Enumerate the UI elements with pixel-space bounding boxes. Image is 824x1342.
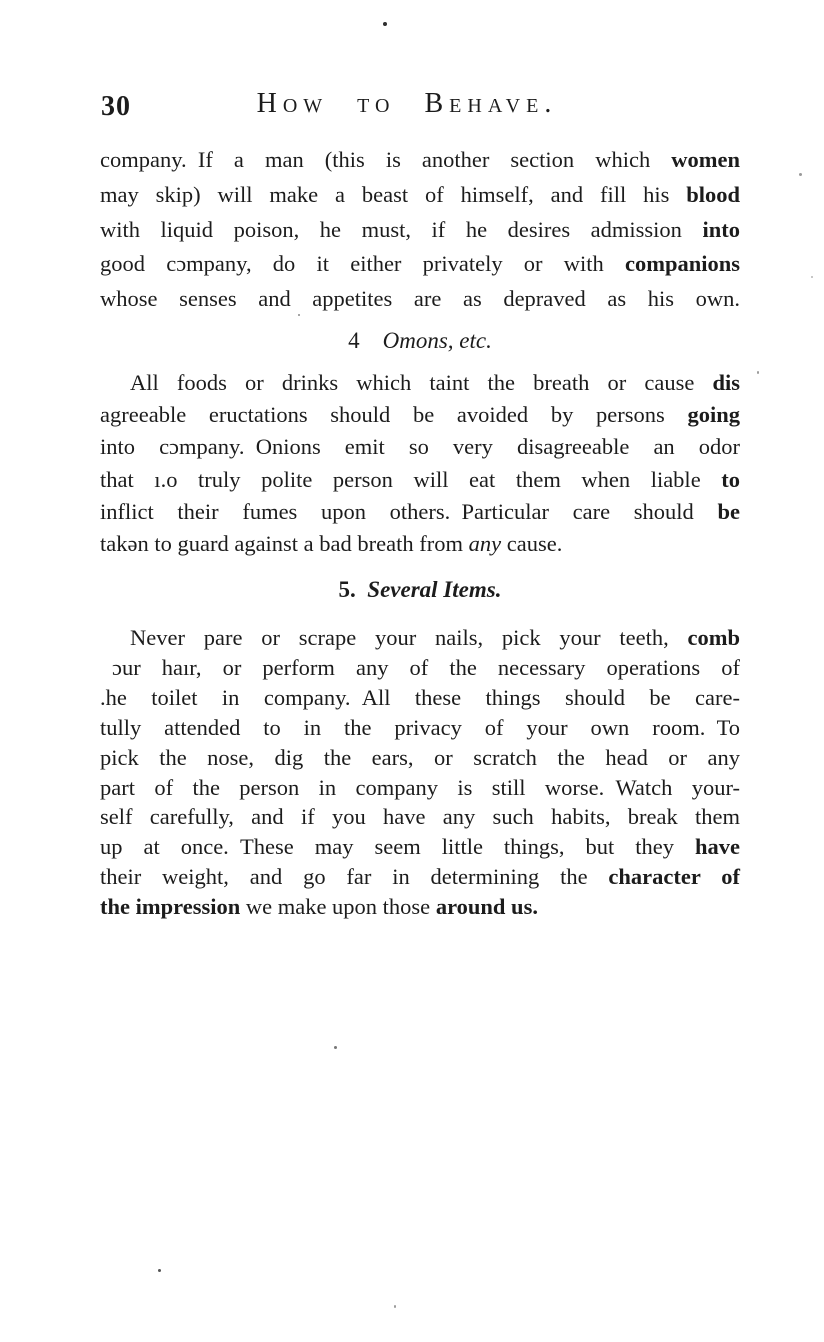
scan-speck [334, 1046, 337, 1049]
text-segment [360, 328, 383, 353]
text-line [100, 528, 740, 560]
text-line [100, 399, 740, 431]
text-line [100, 832, 740, 862]
text-segment: 4 [348, 328, 360, 353]
running-title: How to Behave. [256, 88, 558, 119]
text-segment: into cɔmpany. Onions emit so very disagreeable an odor [100, 434, 740, 460]
text-segment: character of [608, 864, 740, 890]
text-line [100, 862, 740, 892]
text-segment: inflict their fumes upon others. Particular care should [100, 498, 718, 524]
scan-speck [394, 1305, 396, 1308]
text-segment: cause. [501, 531, 563, 557]
text-line [100, 496, 740, 528]
text-segment: may skip) will make a beast of himself, and fill his [100, 181, 687, 207]
text-segment: the impression [100, 894, 246, 920]
text-line [100, 247, 740, 282]
text-line [100, 623, 740, 653]
text-line [100, 683, 740, 713]
text-segment: agreeable eructations should be avoided by persons [100, 402, 688, 428]
text-line [100, 653, 740, 683]
text-segment: that ı.o truly polite person will eat them when liable [100, 466, 722, 492]
text-segment: blood [686, 181, 740, 207]
text-segment: comb [687, 625, 740, 650]
text-segment: into [702, 216, 740, 242]
text-segment: 5. [338, 577, 356, 602]
text-segment [356, 577, 368, 602]
paragraph-several-items [100, 623, 740, 922]
text-line [100, 892, 740, 922]
text-line [100, 577, 740, 603]
text-segment: takən to guard against a bad breath from [100, 531, 469, 557]
text-segment: .he toilet in company. All these things should be care- [100, 684, 740, 710]
text-line [100, 773, 740, 803]
page-number: 30 [101, 91, 131, 122]
paragraph-company-continuation [100, 143, 740, 317]
text-line [100, 282, 740, 317]
text-segment: whose senses and appetites are as depraved as his own. [100, 286, 740, 312]
text-segment: Several Items. [367, 577, 502, 602]
section-heading-onions [100, 328, 740, 354]
text-line [100, 802, 740, 832]
text-segment: part of the person in company is still worse. Watch your- [100, 774, 740, 800]
text-line [100, 743, 740, 773]
text-segment: women [671, 147, 740, 172]
scan-speck [298, 314, 300, 316]
text-line [100, 464, 740, 496]
scan-speck [158, 1269, 161, 1272]
scan-speck [383, 22, 387, 26]
text-line [100, 143, 740, 178]
text-segment: be [717, 498, 740, 524]
text-segment: ɔur haır, or perform any of the necessary operations of [112, 654, 740, 680]
text-segment: dis [712, 370, 740, 395]
text-line [100, 713, 740, 743]
text-segment: with liquid poison, he must, if he desires admission [100, 216, 703, 242]
text-line [100, 213, 740, 248]
text-segment: company. If a man (this is another section which [100, 147, 672, 172]
text-segment: up at once. These may seem little things, but they [100, 834, 695, 860]
text-line [100, 178, 740, 213]
text-line [100, 431, 740, 463]
text-segment: Never pare or scrape your nails, pick your teeth, [130, 625, 688, 650]
section-heading-several-items [100, 577, 740, 603]
text-segment: around us. [435, 894, 538, 920]
text-segment: companions [624, 251, 740, 277]
text-segment: we make upon those [245, 894, 436, 920]
text-segment: have [695, 834, 740, 860]
text-line [100, 367, 740, 399]
scan-speck [757, 371, 759, 374]
text-segment: good cɔmpany, do it either privately or with [100, 251, 625, 277]
text-segment: their weight, and go far in determining the [100, 864, 609, 890]
text-segment: any [468, 531, 502, 557]
scan-speck [799, 173, 802, 176]
text-segment: All foods or drinks which taint the breath or cause [130, 370, 713, 395]
text-segment: to [721, 466, 740, 492]
scan-speck [811, 276, 813, 278]
text-segment: self carefully, and if you have any such habits, break them [100, 804, 740, 830]
text-segment: tully attended to in the privacy of your own room. To [100, 714, 740, 740]
text-segment: going [687, 402, 740, 428]
text-line [100, 328, 740, 354]
text-segment: Omons, etc. [382, 328, 492, 353]
paragraph-onions [100, 367, 740, 560]
text-segment: pick the nose, dig the ears, or scratch the head or any [100, 744, 740, 770]
